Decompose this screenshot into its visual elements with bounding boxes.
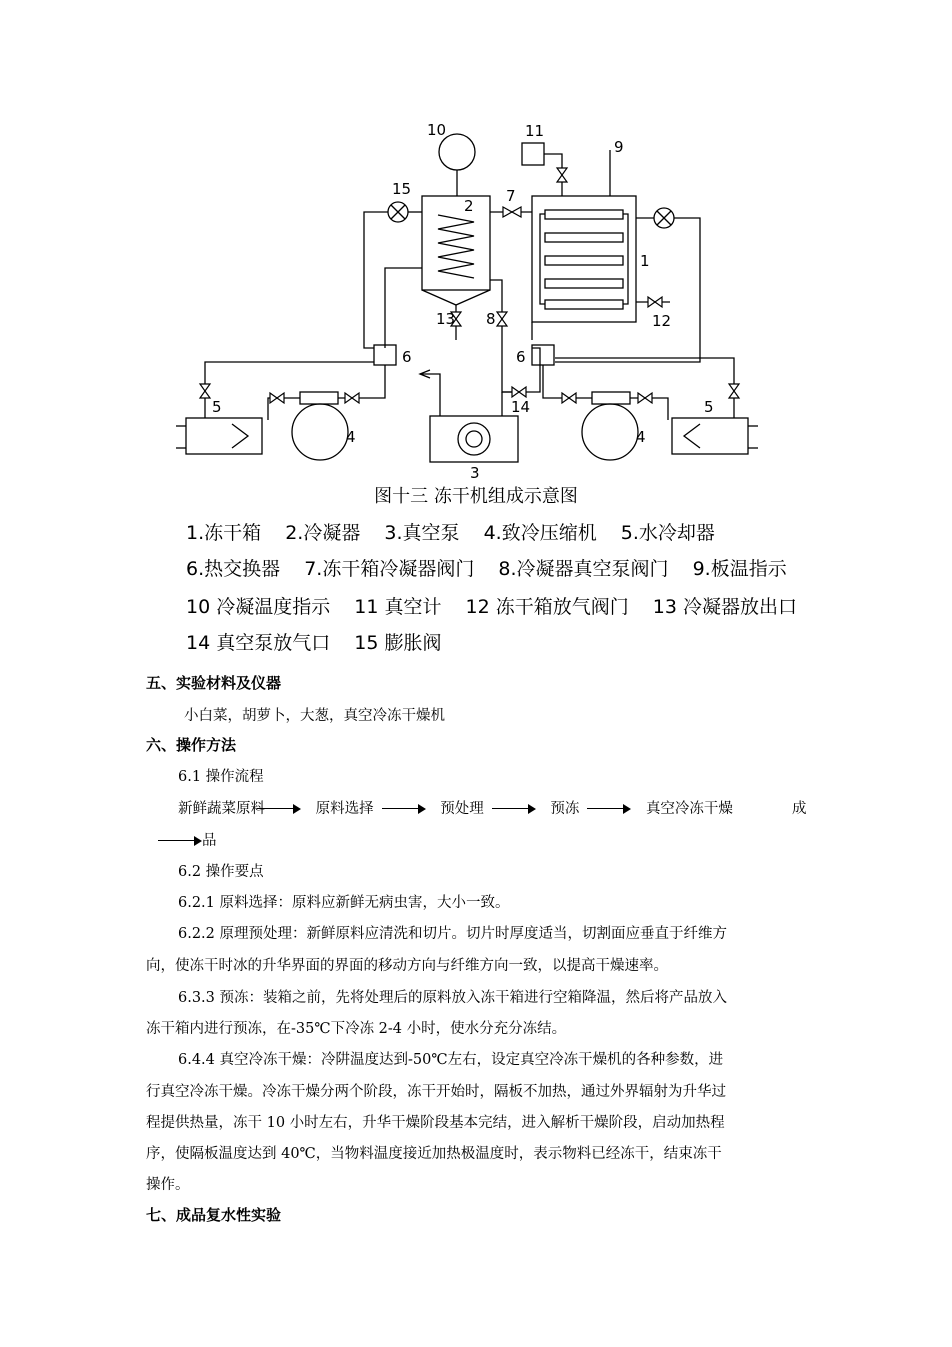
compressor-left [292,404,348,460]
legend-item: 8.冷凝器真空泵阀门 [498,558,669,580]
diagram-label-4-right: 4 [636,428,646,446]
legend-item: 1.冻干箱 [186,522,262,544]
subsection-6-1: 6.1 操作流程 [178,769,264,785]
flow-step: 原料选择 [315,801,374,817]
paragraph-6-4-4-line-2: 行真空冷冻干燥。冷冻干燥分两个阶段，冻干开始时，隔板不加热，通过外界辐射为升华过 [146,1084,726,1100]
flow-arrow-icon [587,804,631,814]
paragraph-6-2-1: 6.2.1 原料选择：原料应新鲜无病虫害，大小一致。 [178,895,510,911]
diagram-label-5-left: 5 [212,398,222,416]
subsection-6-2: 6.2 操作要点 [178,864,264,880]
legend-item: 5.水冷却器 [620,522,715,544]
diagram-label-14: 14 [511,398,531,416]
legend-row-1 [186,518,733,545]
paragraph-6-4-4-line-1: 6.4.4 真空冷冻干燥：冷阱温度达到-50℃左右，设定真空冷冻干燥机的各种参数，进 [178,1052,724,1068]
condenser-temp-gauge [439,134,475,170]
flow-step: 品 [202,833,217,849]
legend-item: 2.冷凝器 [285,522,361,544]
legend-item: 14 真空泵放气口 [186,632,331,654]
legend-item: 11 真空计 [354,596,442,618]
diagram-label-1: 1 [640,252,650,270]
legend-item: 3.真空泵 [384,522,460,544]
legend-item: 13 冷凝器放出口 [652,596,798,618]
legend-item: 4.致冷压缩机 [483,522,597,544]
process-flow-end [158,829,217,850]
legend-item: 15 膨胀阀 [354,632,442,654]
process-flow [178,797,733,818]
paragraph-6-2-2-line-1: 6.2.2 原理预处理：新鲜原料应清洗和切片。切片时厚度适当，切割面应垂直于纤维方 [178,926,728,942]
legend-row-4 [186,628,459,655]
paragraph-6-4-4-line-3: 程提供热量，冻干 10 小时左右，升华干燥阶段基本完结，进入解析干燥阶段，启动加热程 [146,1115,725,1131]
diagram-label-6-left: 6 [402,348,412,366]
section-5-body: 小白菜，胡萝卜，大葱，真空冷冻干燥机 [184,708,445,724]
flow-step: 预冻 [550,801,580,817]
condenser-coil [438,215,474,278]
flow-arrow-icon [382,804,426,814]
diagram-label-2: 2 [464,197,474,215]
diagram-label-13: 13 [436,310,456,328]
diagram-label-11: 11 [525,122,545,140]
legend-row-3 [186,592,815,619]
flow-step: 预处理 [440,801,484,817]
section-5-heading: 五、实验材料及仪器 [146,674,282,692]
paragraph-6-3-3-line-2: 冻干箱内进行预冻，在-35℃下冷冻 2-4 小时，使水分充分冻结。 [146,1021,567,1037]
flow-step: 真空冷冻干燥 [645,801,733,817]
legend-item: 12 冻干箱放气阀门 [465,596,629,618]
freeze-dryer-diagram [160,118,780,490]
diagram-label-12: 12 [652,312,672,330]
diagram-label-5-right: 5 [704,398,714,416]
diagram-label-8: 8 [486,310,496,328]
paragraph-6-2-2-line-2: 向，使冻干时冰的升华界面的界面的移动方向与纤维方向一致，以提高干燥速率。 [146,958,668,974]
diagram-label-7: 7 [506,187,516,205]
paragraph-6-3-3-line-1: 6.3.3 预冻：装箱之前，先将处理后的原料放入冻干箱进行空箱降温，然后将产品放入 [178,990,728,1006]
paragraph-6-4-4-line-4: 序，使隔板温度达到 40℃，当物料温度接近加热极温度时，表示物料已经冻干，结束冻干 [146,1146,722,1162]
compressor-right [582,404,638,460]
diagram-label-6-right: 6 [516,348,526,366]
section-6-heading: 六、操作方法 [146,736,237,754]
legend-item: 10 冷凝温度指示 [186,596,331,618]
figure-caption: 图十三 冻干机组成示意图 [374,486,578,507]
flow-step: 新鲜蔬菜原料 [178,801,265,817]
flow-arrow-icon [257,804,301,814]
flow-arrow-icon [158,836,202,846]
diagram-label-9: 9 [614,138,624,156]
freeze-dry-chamber [532,196,636,322]
flow-arrow-icon [492,804,536,814]
legend-item: 9.板温指示 [692,558,787,580]
water-cooler-left [186,418,262,454]
flow-step: 成 [792,801,807,817]
condenser-vessel [422,196,490,290]
diagram-label-3: 3 [470,464,480,482]
section-7-heading: 七、成品复水性实验 [146,1206,282,1224]
paragraph-6-4-4-line-5: 操作。 [146,1177,190,1193]
diagram-label-15: 15 [392,180,412,198]
diagram-label-4-left: 4 [346,428,356,446]
diagram-label-10: 10 [427,121,447,139]
legend-item: 7.冻干箱冷凝器阀门 [304,558,475,580]
legend-item: 6.热交换器 [186,558,281,580]
legend-row-2 [186,554,805,581]
